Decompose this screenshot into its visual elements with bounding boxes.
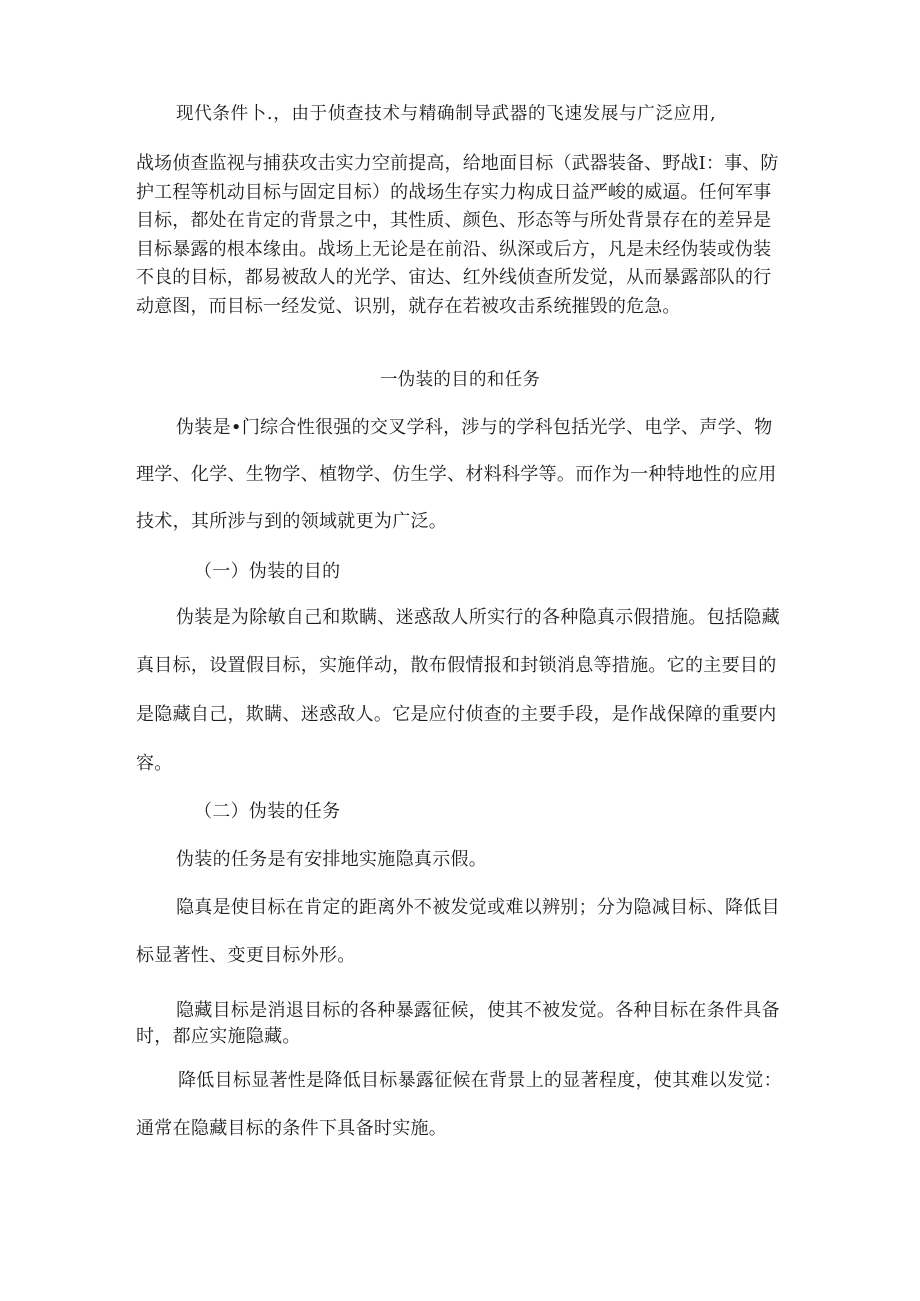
- paragraph-line: 真目标，设置假目标，实施佯动，散布假情报和封锁消息等措施。它的主要目的: [136, 655, 777, 676]
- paragraph-line: 容。: [136, 753, 173, 774]
- paragraph-line: 动意图，而目标一经发觉、识别，就存在若被攻击系统摧毁的危急。: [136, 295, 681, 317]
- paragraph-line: 时，都应实施隐藏。: [136, 1026, 301, 1047]
- paragraph-line: 目标，都处在肯定的背景之中，其性质、颜色、形态等与所处背景存在的差异是: [136, 210, 772, 231]
- paragraph-line: 伪装的任务是有安排地实施隐真示假。: [176, 849, 488, 870]
- paragraph-line: 战场侦查监视与捕获攻击实力空前提高，给地面目标（武器装备、野战I：事、防: [136, 153, 779, 174]
- paragraph-line: 标显著性、变更目标外形。: [136, 945, 356, 966]
- paragraph-line: 目标暴露的根本缘由。战场上无论是在前沿、纵深或后方，凡是未经伪装或伪装: [136, 238, 772, 260]
- paragraph-line: 降低目标显著性是降低目标暴露征候在背景上的显著程度，使其难以发觉：: [178, 1070, 782, 1091]
- paragraph-line: 隐藏目标是消退目标的各种暴露征候，使其不被发觉。各种目标在条件具备: [176, 1000, 780, 1021]
- paragraph-line: 通常在隐藏目标的条件下具备时实施。: [136, 1118, 448, 1139]
- paragraph-line: 隐真是使目标在肯定的距离外不被发觉或难以辨别；分为隐减目标、降低目: [176, 897, 780, 918]
- subheading-purpose: （一）伪装的目的: [194, 561, 341, 582]
- paragraph-line: 不良的目标，都易被敌人的光学、宙达、红外线侦查所发觉，从而暴露部队的行: [136, 267, 772, 288]
- paragraph-line: 护工程等机动目标与固定目标）的战场生存实力构成日益严峻的威逼。任何军事: [136, 181, 772, 203]
- paragraph-battlefield-threat: [136, 150, 786, 321]
- subheading-tasks: （二）伪装的任务: [194, 801, 341, 822]
- section-heading: 一伪装的目的和任务: [380, 370, 541, 390]
- paragraph-line: 伪装是为除敏自己和欺瞒、迷惑敌人所实行的各种隐真示假措施。包括隐藏: [176, 607, 780, 628]
- paragraph-intro-line: 现代条件卜.，由于侦查技术与精确制导武器的飞速发展与广泛应用,: [176, 104, 717, 124]
- paragraph-line: 技术，其所涉与到的领域就更为广泛。: [136, 511, 448, 532]
- paragraph-line: 理学、化学、生物学、植物学、仿生学、材料科学等。而作为一种特地性的应用: [136, 464, 777, 485]
- paragraph-line: 是隐藏自己，欺瞒、迷惑敌人。它是应付侦查的主要手段，是作战保障的重要内: [136, 704, 777, 725]
- paragraph-line: 伪装是•门综合性很强的交叉学科，涉与的学科包括光学、电学、声学、物: [176, 417, 773, 438]
